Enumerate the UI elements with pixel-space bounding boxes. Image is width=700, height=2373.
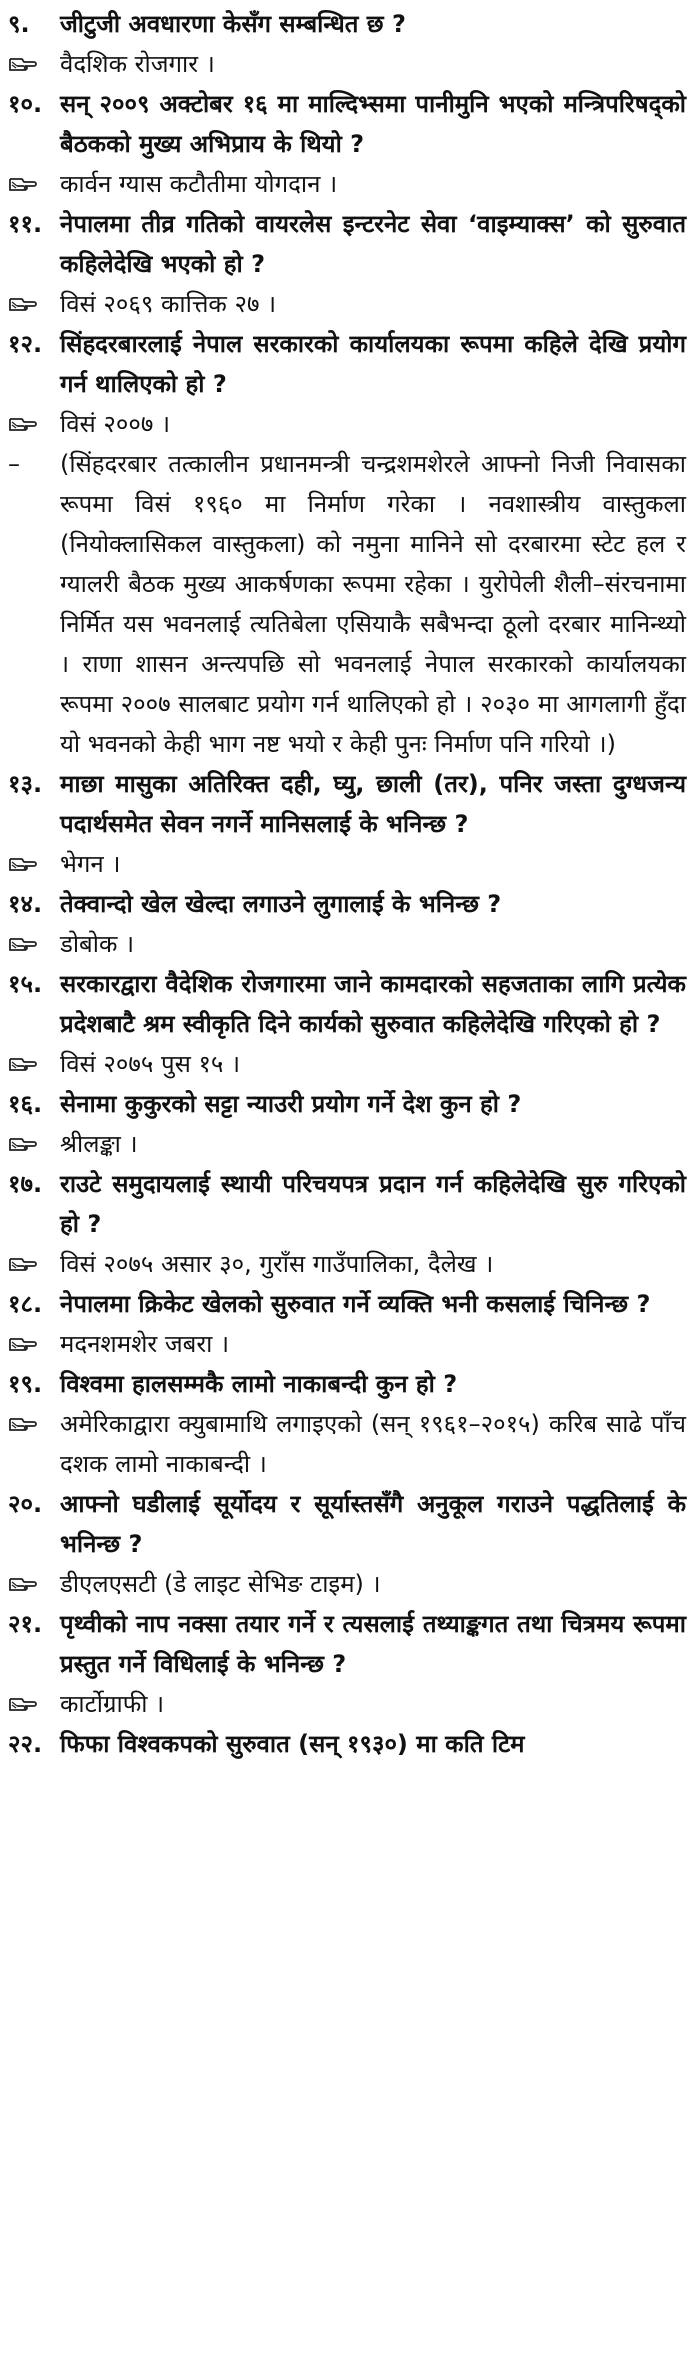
question-number: १८. bbox=[8, 1290, 43, 1318]
pointing-hand-icon bbox=[8, 1684, 60, 1724]
answer-text: अमेरिकाद्वारा क्युबामाथि लगाइएको (सन् १९६१–२०१५) करिब साढे पाँच दशक लामो नाकाबन्दी । bbox=[60, 1410, 686, 1478]
qa-item bbox=[8, 884, 686, 964]
question-number: १६. bbox=[8, 1090, 43, 1118]
question bbox=[8, 1604, 686, 1684]
question-text: सन् २००९ अक्टोबर १६ मा माल्दिभ्समा पानीमुनि भएको मन्त्रिपरिषद्को बैठकको मुख्य अभिप्राय के थियो ? bbox=[60, 90, 686, 158]
qa-item bbox=[8, 1284, 686, 1364]
qa-item bbox=[8, 764, 686, 884]
answer bbox=[8, 44, 686, 84]
question-number: १२. bbox=[8, 330, 43, 358]
question-number: १९. bbox=[8, 1370, 43, 1398]
answer bbox=[8, 404, 686, 444]
answer bbox=[8, 1684, 686, 1724]
question-number: १७. bbox=[8, 1170, 43, 1198]
question-number: १०. bbox=[8, 90, 43, 118]
question-text: पृथ्वीको नाप नक्सा तयार गर्ने र त्यसलाई तथ्याङ्कगत तथा चित्रमय रूपमा प्रस्तुत गर्ने विधिलाई के भनिन्छ ? bbox=[60, 1610, 686, 1678]
qa-item bbox=[8, 1084, 686, 1164]
question bbox=[8, 4, 686, 44]
qa-item bbox=[8, 1604, 686, 1724]
qa-item bbox=[8, 204, 686, 324]
question-number: २०. bbox=[8, 1490, 43, 1518]
pointing-hand-icon bbox=[8, 164, 60, 204]
qa-item bbox=[8, 964, 686, 1084]
question-number: १५. bbox=[8, 970, 43, 998]
pointing-hand-icon bbox=[8, 284, 60, 324]
answer-text: विसं २००७ । bbox=[60, 410, 171, 438]
pointing-hand-icon bbox=[8, 924, 60, 964]
question-text: नेपालमा क्रिकेट खेलको सुरुवात गर्ने व्यक्ति भनी कसलाई चिनिन्छ ? bbox=[60, 1290, 651, 1318]
question-text: माछा मासुका अतिरिक्त दही, घ्यु, छाली (तर), पनिर जस्ता दुग्धजन्य पदार्थसमेत सेवन नगर्ने मानिसलाई के भनिन्छ ? bbox=[60, 770, 686, 838]
answer bbox=[8, 1564, 686, 1604]
question-text: नेपालमा तीव्र गतिको वायरलेस इन्टरनेट सेवा ‘वाइम्याक्स’ को सुरुवात कहिलेदेखि भएको हो ? bbox=[60, 210, 686, 278]
question-number: ११. bbox=[8, 210, 43, 238]
question bbox=[8, 204, 686, 284]
answer-text: विसं २०७५ पुस १५ । bbox=[60, 1050, 241, 1078]
question-text: सिंहदरबारलाई नेपाल सरकारको कार्यालयका रूपमा कहिले देखि प्रयोग गर्न थालिएको हो ? bbox=[60, 330, 686, 398]
question bbox=[8, 1164, 686, 1244]
answer-text: डोबोक । bbox=[60, 930, 135, 958]
answer-text: डीएलएसटी (डे लाइट सेभिङ टाइम) । bbox=[60, 1570, 381, 1598]
note bbox=[8, 444, 686, 764]
pointing-hand-icon bbox=[8, 44, 60, 84]
answer bbox=[8, 1324, 686, 1364]
question bbox=[8, 84, 686, 164]
question bbox=[8, 884, 686, 924]
qa-item bbox=[8, 1484, 686, 1604]
qa-item bbox=[8, 1164, 686, 1284]
question-number: १४. bbox=[8, 890, 43, 918]
pointing-hand-icon bbox=[8, 1244, 60, 1284]
answer bbox=[8, 1044, 686, 1084]
answer-text: भेगन । bbox=[60, 850, 121, 878]
question-text: सरकारद्वारा वैदेशिक रोजगारमा जाने कामदारको सहजताका लागि प्रत्येक प्रदेशबाटै श्रम स्वीकृति दिने कार्यको सुरुवात कहिलेदेखि गरिएको हो ? bbox=[60, 970, 686, 1038]
question-text: विश्वमा हालसम्मकै लामो नाकाबन्दी कुन हो ? bbox=[60, 1370, 458, 1398]
pointing-hand-icon bbox=[8, 1564, 60, 1604]
pointing-hand-icon bbox=[8, 844, 60, 884]
question-text: फिफा विश्वकपको सुरुवात (सन् १९३०) मा कति टिम bbox=[60, 1730, 525, 1758]
answer-text: वैदशिक रोजगार । bbox=[60, 50, 215, 78]
question bbox=[8, 1724, 686, 1764]
pointing-hand-icon bbox=[8, 404, 60, 444]
question-number: २१. bbox=[8, 1610, 43, 1638]
question bbox=[8, 1084, 686, 1124]
answer-text: कार्वन ग्यास कटौतीमा योगदान । bbox=[60, 170, 338, 198]
question-text: जीटुजी अवधारणा केसँग सम्बन्धित छ ? bbox=[60, 10, 406, 38]
question-number: ९. bbox=[8, 10, 30, 38]
question-text: सेनामा कुकुरको सट्टा न्याउरी प्रयोग गर्ने देश कुन हो ? bbox=[60, 1090, 522, 1118]
answer-text: कार्टोग्राफी । bbox=[60, 1690, 165, 1718]
question-text: राउटे समुदायलाई स्थायी परिचयपत्र प्रदान गर्न कहिलेदेखि सुरु गरिएको हो ? bbox=[60, 1170, 686, 1238]
pointing-hand-icon bbox=[8, 1324, 60, 1364]
answer-text: विसं २०७५ असार ३०, गुराँस गाउँपालिका, दैलेख । bbox=[60, 1250, 494, 1278]
question bbox=[8, 324, 686, 404]
answer-text: विसं २०६९ कात्तिक २७ । bbox=[60, 290, 277, 318]
qa-item bbox=[8, 1724, 686, 1764]
answer bbox=[8, 924, 686, 964]
qa-item bbox=[8, 84, 686, 204]
note-text: (सिंहदरबार तत्कालीन प्रधानमन्त्री चन्द्रशमशेरले आफ्नो निजी निवासका रूपमा विसं १९६० मा निर्माण गरेका । नवशास्त्रीय वास्तुकला (नियोक्लासिकल वास्तुकला) को नमुना मानिने सो दरबारमा स्टेट हल र ग्यालरी बैठक मुख्य आकर्षणका रूपमा रहेका । युरोपेली शैली–संरचनामा निर्मित यस भवनलाई त्यतिबेला एसियाकै सबैभन्दा ठूलो दरबार मानिन्थ्यो । राणा शासन अन्त्यपछि सो भवनलाई नेपाल सरकारको कार्यालयका रूपमा २००७ सालबाट प्रयोग गर्न थालिएको हो । २०३० मा आगलागी हुँदा यो भवनको केही भाग नष्ट भयो र केही पुनः निर्माण पनि गरियो ।) bbox=[60, 450, 686, 758]
qa-item bbox=[8, 324, 686, 764]
answer bbox=[8, 1124, 686, 1164]
answer bbox=[8, 844, 686, 884]
note-marker: – bbox=[8, 450, 20, 478]
question bbox=[8, 1284, 686, 1324]
answer bbox=[8, 1244, 686, 1284]
question-text: आफ्नो घडीलाई सूर्योदय र सूर्यास्तसँगै अनुकूल गराउने पद्धतिलाई के भनिन्छ ? bbox=[60, 1490, 686, 1558]
question bbox=[8, 964, 686, 1044]
answer-text: मदनशमशेर जबरा । bbox=[60, 1330, 230, 1358]
question-number: १३. bbox=[8, 770, 43, 798]
question-number: २२. bbox=[8, 1730, 43, 1758]
question bbox=[8, 1484, 686, 1564]
answer bbox=[8, 284, 686, 324]
answer bbox=[8, 1404, 686, 1484]
qa-item bbox=[8, 4, 686, 84]
question-text: तेक्वान्दो खेल खेल्दा लगाउने लुगालाई के भनिन्छ ? bbox=[60, 890, 502, 918]
qa-item bbox=[8, 1364, 686, 1484]
question bbox=[8, 1364, 686, 1404]
pointing-hand-icon bbox=[8, 1124, 60, 1164]
question bbox=[8, 764, 686, 844]
pointing-hand-icon bbox=[8, 1044, 60, 1084]
pointing-hand-icon bbox=[8, 1404, 60, 1444]
answer bbox=[8, 164, 686, 204]
answer-text: श्रीलङ्का । bbox=[60, 1130, 138, 1158]
